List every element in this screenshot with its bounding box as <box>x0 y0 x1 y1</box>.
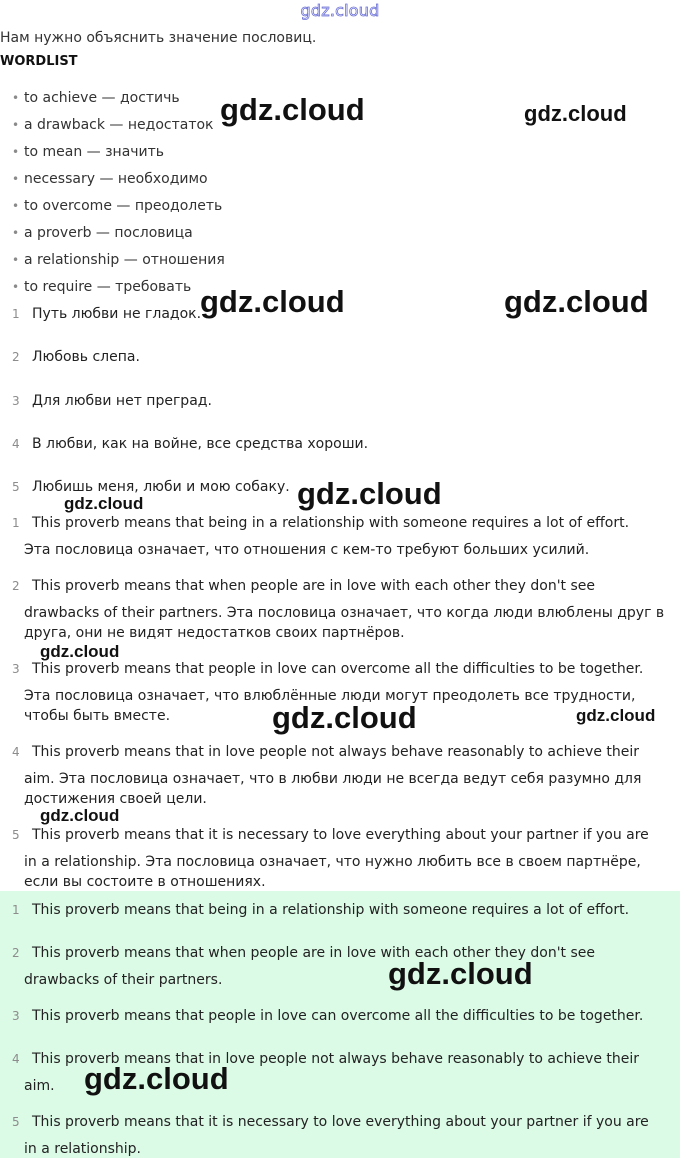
paragraph-line <box>12 824 674 846</box>
item-number: 4 <box>12 437 20 451</box>
site-logo[interactable]: gdz.cloud <box>300 1 380 20</box>
item-number: 2 <box>12 946 20 960</box>
paragraph-line <box>12 899 674 921</box>
watermark: gdz.cloud <box>40 642 120 661</box>
wordlist-item <box>12 252 225 268</box>
watermark: gdz.cloud <box>84 1061 229 1096</box>
item-number: 1 <box>12 516 20 530</box>
wordlist-item-text: to mean — значить <box>24 144 165 160</box>
item-number: 3 <box>12 1009 20 1023</box>
wordlist-item <box>12 198 222 214</box>
bullet-icon: • <box>12 91 20 105</box>
wordlist-item <box>12 225 193 241</box>
proverb-text: Для любви нет преград. <box>32 393 212 409</box>
paragraph-line: aim. Эта пословица означает, что в любви люди не всегда ведут себя разумно для <box>24 771 642 787</box>
explanation-bilingual <box>12 824 674 892</box>
watermark: gdz.cloud <box>64 494 144 513</box>
wordlist-heading: WORDLIST <box>0 54 78 69</box>
item-number: 5 <box>12 480 20 494</box>
bullet-icon: • <box>12 145 20 159</box>
bullet-icon: • <box>12 253 20 267</box>
bullet-icon: • <box>12 280 20 294</box>
watermark: gdz.cloud <box>504 284 649 319</box>
paragraph-line <box>12 575 674 597</box>
proverb-text: Любишь меня, люби и мою собаку. <box>32 479 290 495</box>
bullet-icon: • <box>12 118 20 132</box>
proverb-item <box>12 349 140 365</box>
wordlist-item-text: to overcome — преодолеть <box>24 198 223 214</box>
proverb-text: Путь любви не гладок. <box>32 306 202 322</box>
paragraph-line: in a relationship. Эта пословица означает, что нужно любить все в своем партнёре, <box>24 854 641 870</box>
item-number: 1 <box>12 307 20 321</box>
item-number: 3 <box>12 394 20 408</box>
item-number: 4 <box>12 1052 20 1066</box>
item-number: 5 <box>12 828 20 842</box>
explanation-english <box>12 1111 674 1159</box>
proverb-item <box>12 479 290 495</box>
watermark: gdz.cloud <box>220 92 365 127</box>
watermark: gdz.cloud <box>297 476 442 511</box>
paragraph-line: друга, они не видят недостатков своих партнёров. <box>24 625 405 641</box>
line-text: This proverb means that when people are in love with each other they don't see <box>32 945 596 961</box>
item-number: 2 <box>12 579 20 593</box>
paragraph-line <box>12 1111 674 1133</box>
explanation-english <box>12 899 674 921</box>
line-text: This proverb means that people in love can overcome all the difficulties to be together. <box>32 1008 644 1024</box>
explanation-bilingual <box>12 512 674 560</box>
watermark: gdz.cloud <box>576 706 656 725</box>
paragraph-line: drawbacks of their partners. Эта пословица означает, что когда люди влюблены друг в <box>24 605 665 621</box>
line-text: This proverb means that people in love can overcome all the difficulties to be together. <box>32 661 644 677</box>
item-number: 5 <box>12 1115 20 1129</box>
proverb-item <box>12 436 368 452</box>
wordlist-item <box>12 90 180 106</box>
line-text: This proverb means that it is necessary to love everything about your partner if you are <box>32 827 649 843</box>
paragraph-line <box>12 1005 674 1027</box>
bullet-icon: • <box>12 199 20 213</box>
wordlist-item <box>12 117 214 133</box>
paragraph-line <box>12 942 674 964</box>
item-number: 3 <box>12 662 20 676</box>
item-number: 2 <box>12 350 20 364</box>
paragraph-line: достижения своей цели. <box>24 791 207 807</box>
wordlist-item-text: a relationship — отношения <box>24 252 225 268</box>
item-number: 4 <box>12 745 20 759</box>
wordlist-item-text: to require — требовать <box>24 279 192 295</box>
bullet-icon: • <box>12 172 20 186</box>
paragraph-line: если вы состоите в отношениях. <box>24 874 266 890</box>
watermark: gdz.cloud <box>272 700 417 735</box>
proverb-item <box>12 306 201 322</box>
wordlist-item <box>12 144 164 160</box>
line-text: This proverb means that being in a relationship with someone requires a lot of effort. <box>32 515 630 531</box>
bullet-icon: • <box>12 226 20 240</box>
explanation-bilingual <box>12 741 674 809</box>
paragraph-line: Эта пословица означает, что влюблённые люди могут преодолеть все трудности, <box>24 688 636 704</box>
paragraph-line: drawbacks of their partners. <box>24 972 223 988</box>
paragraph-line <box>12 741 674 763</box>
line-text: This proverb means that it is necessary to love everything about your partner if you are <box>32 1114 649 1130</box>
proverb-item <box>12 393 212 409</box>
explanation-english <box>12 1005 674 1027</box>
line-text: This proverb means that in love people not always behave reasonably to achieve their <box>32 1051 639 1067</box>
wordlist-item <box>12 171 208 187</box>
paragraph-line <box>12 512 674 534</box>
explanation-bilingual <box>12 575 674 643</box>
paragraph-line: Эта пословица означает, что отношения с кем-то требуют больших усилий. <box>24 542 590 558</box>
proverb-text: В любви, как на войне, все средства хороши. <box>32 436 369 452</box>
line-text: This proverb means that when people are in love with each other they don't see <box>32 578 596 594</box>
paragraph-line: in a relationship. <box>24 1141 141 1157</box>
paragraph-line: чтобы быть вместе. <box>24 708 171 724</box>
wordlist-item-text: a proverb — пословица <box>24 225 193 241</box>
wordlist-item-text: a drawback — недостаток <box>24 117 214 133</box>
wordlist-item-text: necessary — необходимо <box>24 171 208 187</box>
explanation-english <box>12 942 674 990</box>
paragraph-line: aim. <box>24 1078 55 1094</box>
line-text: This proverb means that in love people not always behave reasonably to achieve their <box>32 744 639 760</box>
watermark: gdz.cloud <box>388 956 533 991</box>
intro-text: Нам нужно объяснить значение пословиц. <box>0 30 317 46</box>
watermark: gdz.cloud <box>200 284 345 319</box>
item-number: 1 <box>12 903 20 917</box>
line-text: This proverb means that being in a relationship with someone requires a lot of effort. <box>32 902 630 918</box>
proverb-text: Любовь слепа. <box>32 349 140 365</box>
watermark: gdz.cloud <box>524 101 627 126</box>
watermark: gdz.cloud <box>40 806 120 825</box>
wordlist-item-text: to achieve — достичь <box>24 90 180 106</box>
wordlist-item <box>12 279 191 295</box>
